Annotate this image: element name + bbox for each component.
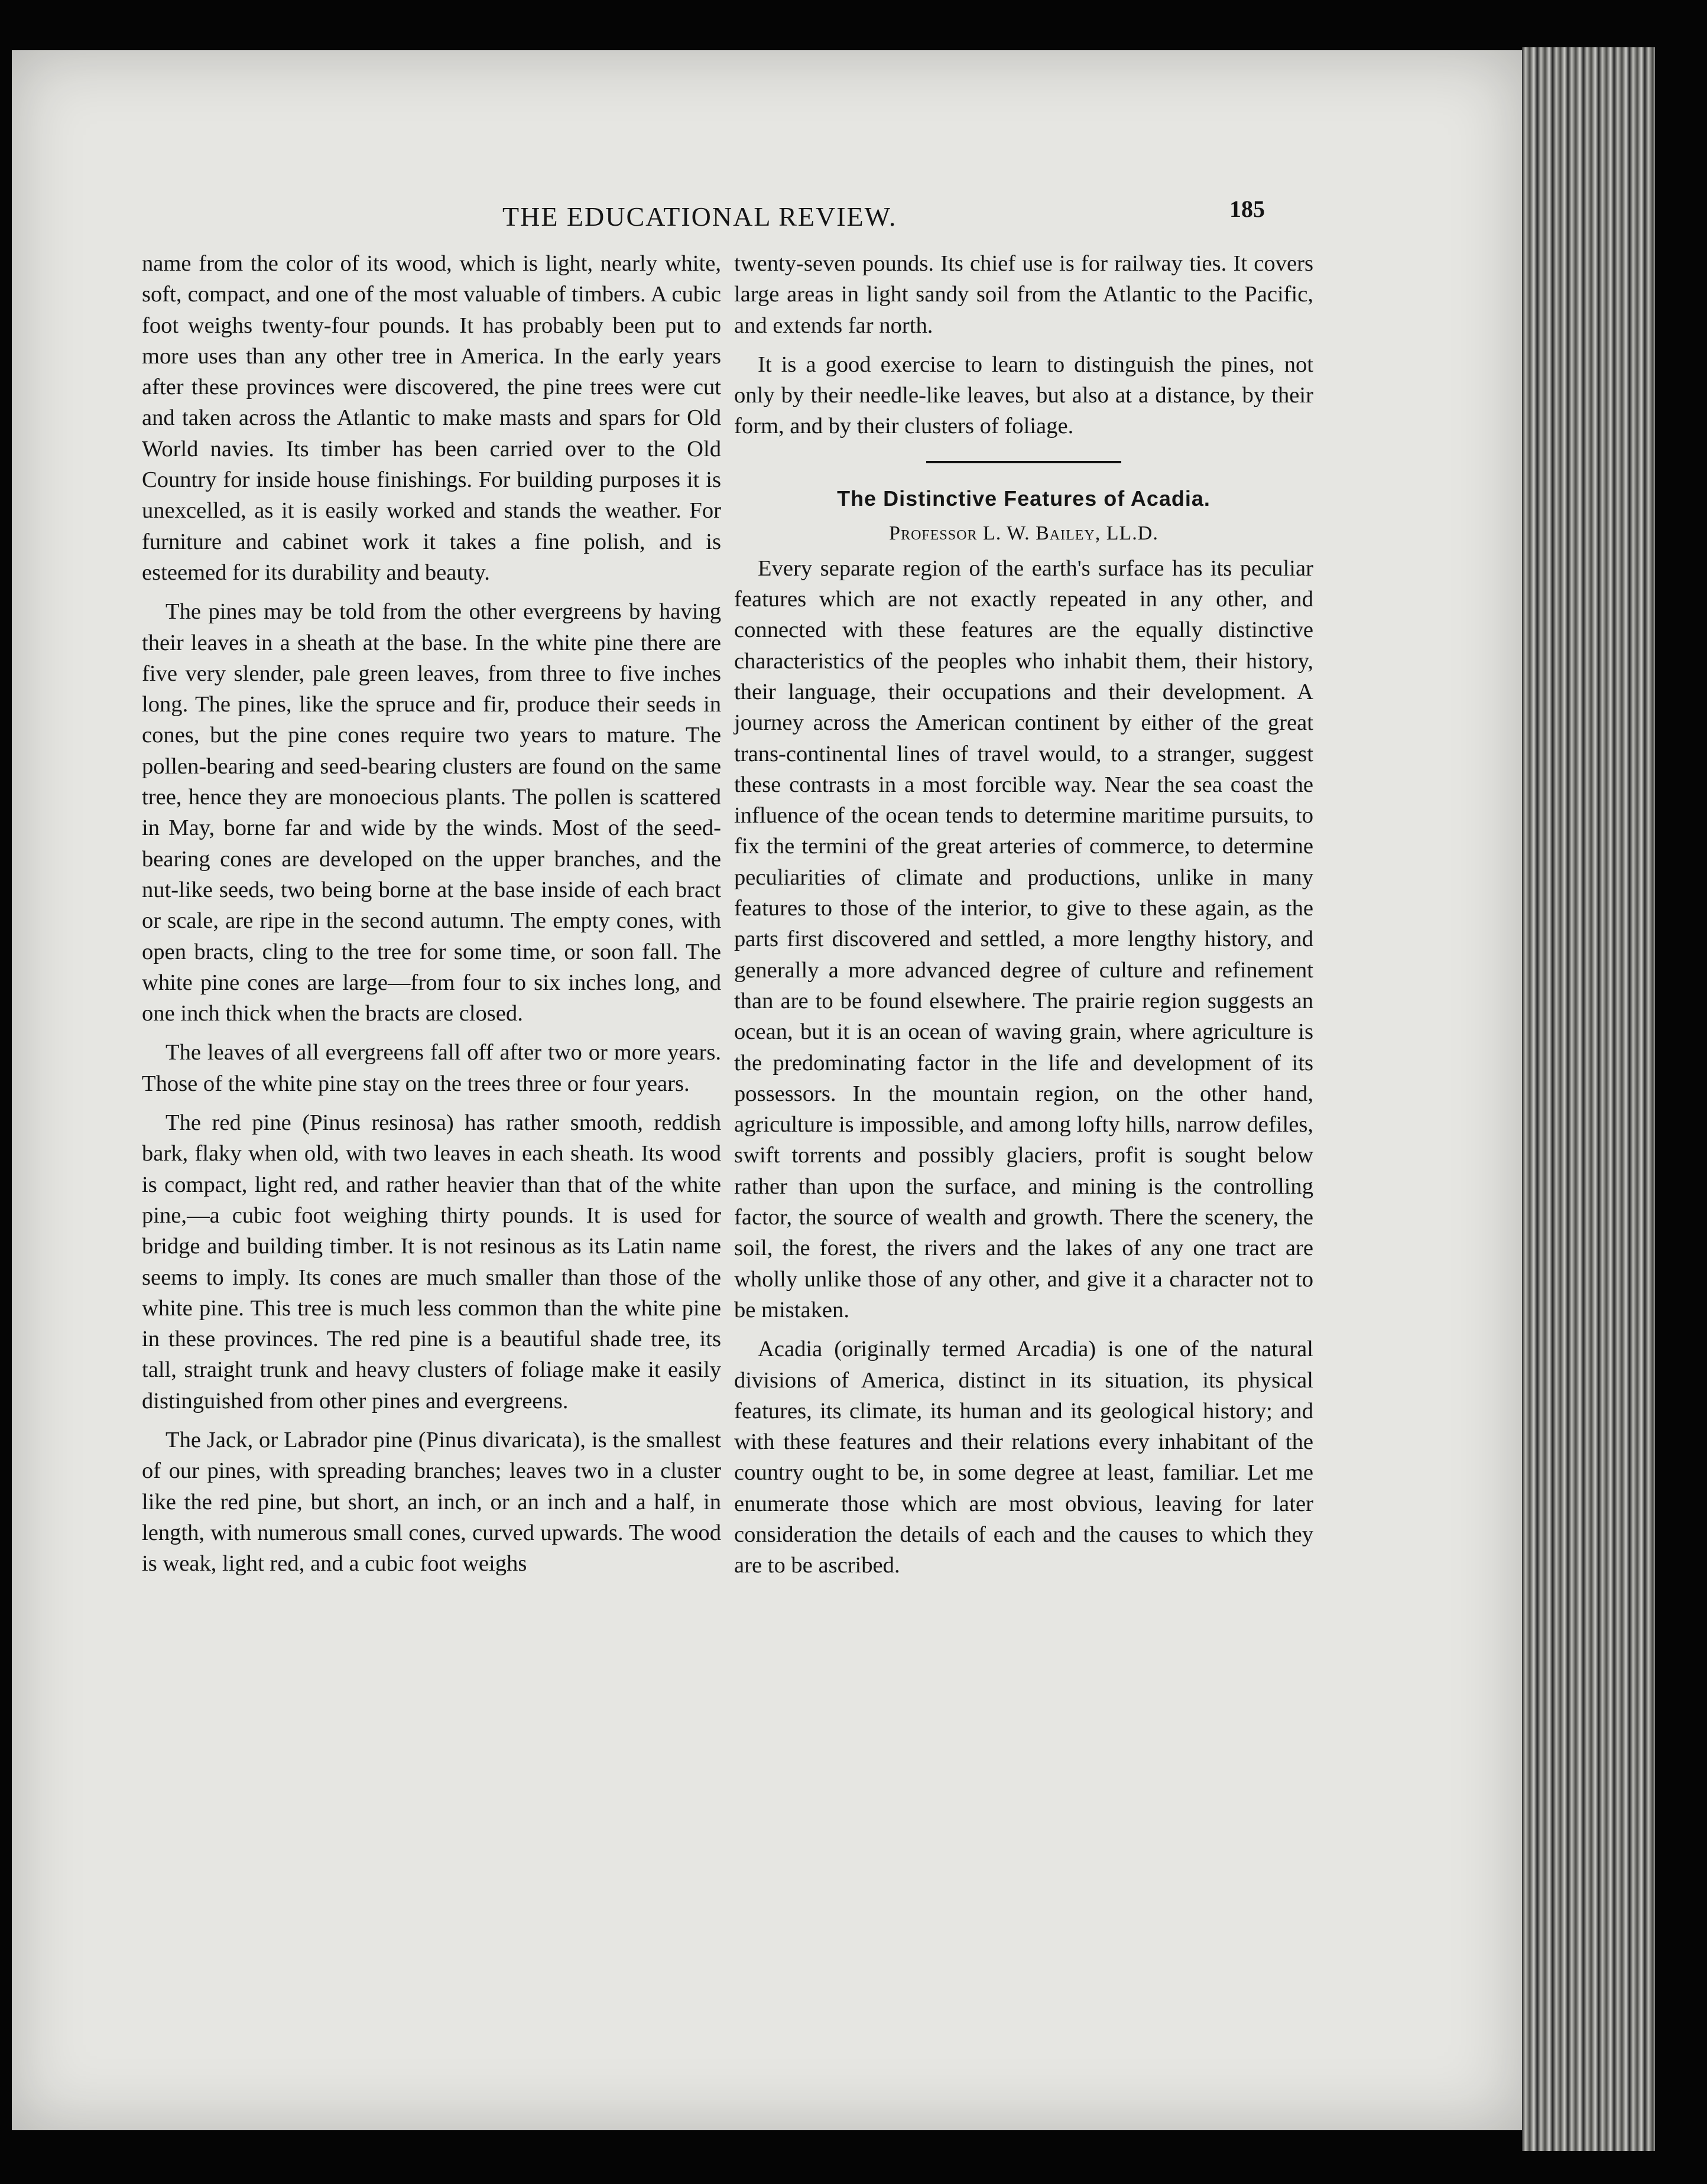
- paragraph: The red pine (Pinus resinosa) has rather smooth, reddish bark, flaky when old, with two leaves in each sheath. Its wood is compact, light red, and rather heavier than that of the white pine,—a cubic foot weighing thirty pounds. It is used for bridge and building timber. It is not resinous as its Latin name seems to imply. Its cones are much smaller than those of the white pine. This tree is much less common than the white pine in these provinces. The red pine is a beautiful shade tree, its tall, straight trunk and heavy clusters of foliage make it easily distinguished from other pines and evergreens.: [142, 1110, 721, 1413]
- left-column: [142, 248, 721, 1579]
- paragraph: Acadia (originally termed Arcadia) is one of the natural divisions of America, distinct in its situation, its physical features, its climate, its human and its geological history; and with these features and their relations every inhabitant of the country ought to be, in some degree at least, familiar. Let me enumerate those which are most obvious, leaving for later consideration the details of each and the causes to which they are to be ascribed.: [734, 1337, 1313, 1578]
- scan-border: [1655, 0, 1707, 2184]
- paragraph: The Jack, or Labrador pine (Pinus divaricata), is the smallest of our pines, with spreading branches; leaves two in a cluster like the red pine, but short, an inch, or an inch and a half, in length, with numerous small cones, curved upwards. The wood is weak, light red, and a cubic foot weighs: [142, 1427, 721, 1577]
- section-divider: [926, 461, 1121, 463]
- paragraph: It is a good exercise to learn to distinguish the pines, not only by their needle-like leaves, but also at a distance, by their form, and by their clusters of foliage.: [734, 352, 1313, 439]
- right-column: [734, 248, 1313, 1581]
- paragraph: The pines may be told from the other evergreens by having their leaves in a sheath at the base. In the white pine there are five very slender, pale green leaves, from three to five inches long. The pines, like the spruce and fir, produce their seeds in cones, but the pine cones require two years to mature. The pollen-bearing and seed-bearing clusters are found on the same tree, hence they are monoecious plants. The pollen is scattered in May, borne far and wide by the winds. Most of the seed-bearing cones are developed on the upper branches, and the nut-like seeds, two being borne at the base inside of each bract or scale, are ripe in the second autumn. The empty cones, with open bracts, cling to the tree for some time, or soon fall. The white pine cones are large—from four to six inches long, and one inch thick when the bracts are closed.: [142, 599, 721, 1026]
- article-byline: Professor L. W. Bailey, LL.D.: [889, 522, 1158, 544]
- paragraph: twenty-seven pounds. Its chief use is for railway ties. It covers large areas in light sandy soil from the Atlantic to the Pacific, and extends far north.: [734, 251, 1313, 338]
- page-edges: [1522, 47, 1655, 2151]
- running-head: THE EDUCATIONAL REVIEW.: [502, 202, 897, 232]
- paragraph: The leaves of all evergreens fall off after two or more years. Those of the white pine stay on the trees three or four years.: [142, 1040, 721, 1096]
- article-title: The Distinctive Features of Acadia.: [837, 486, 1211, 511]
- page-number: 185: [1229, 196, 1265, 222]
- paragraph: name from the color of its wood, which is light, nearly white, soft, compact, and one of the most valuable of timbers. A cubic foot weighs twenty-four pounds. It has probably been put to more uses than any other tree in America. In the early years after these provinces were discovered, the pine trees were cut and taken across the Atlantic to make masts and spars for Old World navies. Its timber has been carried over to the Old Country for inside house finishings. For building purposes it is unexcelled, as it is easily worked and stands the weather. For furniture and cabinet work it takes a fine polish, and is esteemed for its durability and beauty.: [142, 251, 721, 585]
- paragraph: Every separate region of the earth's surface has its peculiar features which are not exactly repeated in any other, and connected with these features are the equally distinctive characteristics of the peoples who inhabit them, their history, their language, their occupations and their development. A journey across the American continent by either of the great trans-continental lines of travel would, to a stranger, suggest these contrasts in a most forcible way. Near the sea coast the influence of the ocean tends to determine maritime pursuits, to fix the termini of the great arteries of commerce, to determine peculiarities of climate and productions, unlike in many features to those of the interior, to give to these again, as the parts first discovered and settled, a more lengthy history, and generally a more advanced degree of culture and refinement than are to be found elsewhere. The prairie region suggests an ocean, but it is an ocean of waving grain, where agriculture is the predominating factor in the life and development of its possessors. In the mountain region, on the other hand, agriculture is impossible, and among lofty hills, narrow defiles, swift torrents and possibly glaciers, profit is sought below rather than upon the surface, and mining is the controlling factor, the source of wealth and growth. There the scenery, the soil, the forest, the rivers and the lakes of any one tract are wholly unlike those of any other, and give it a character not to be mistaken.: [734, 555, 1313, 1322]
